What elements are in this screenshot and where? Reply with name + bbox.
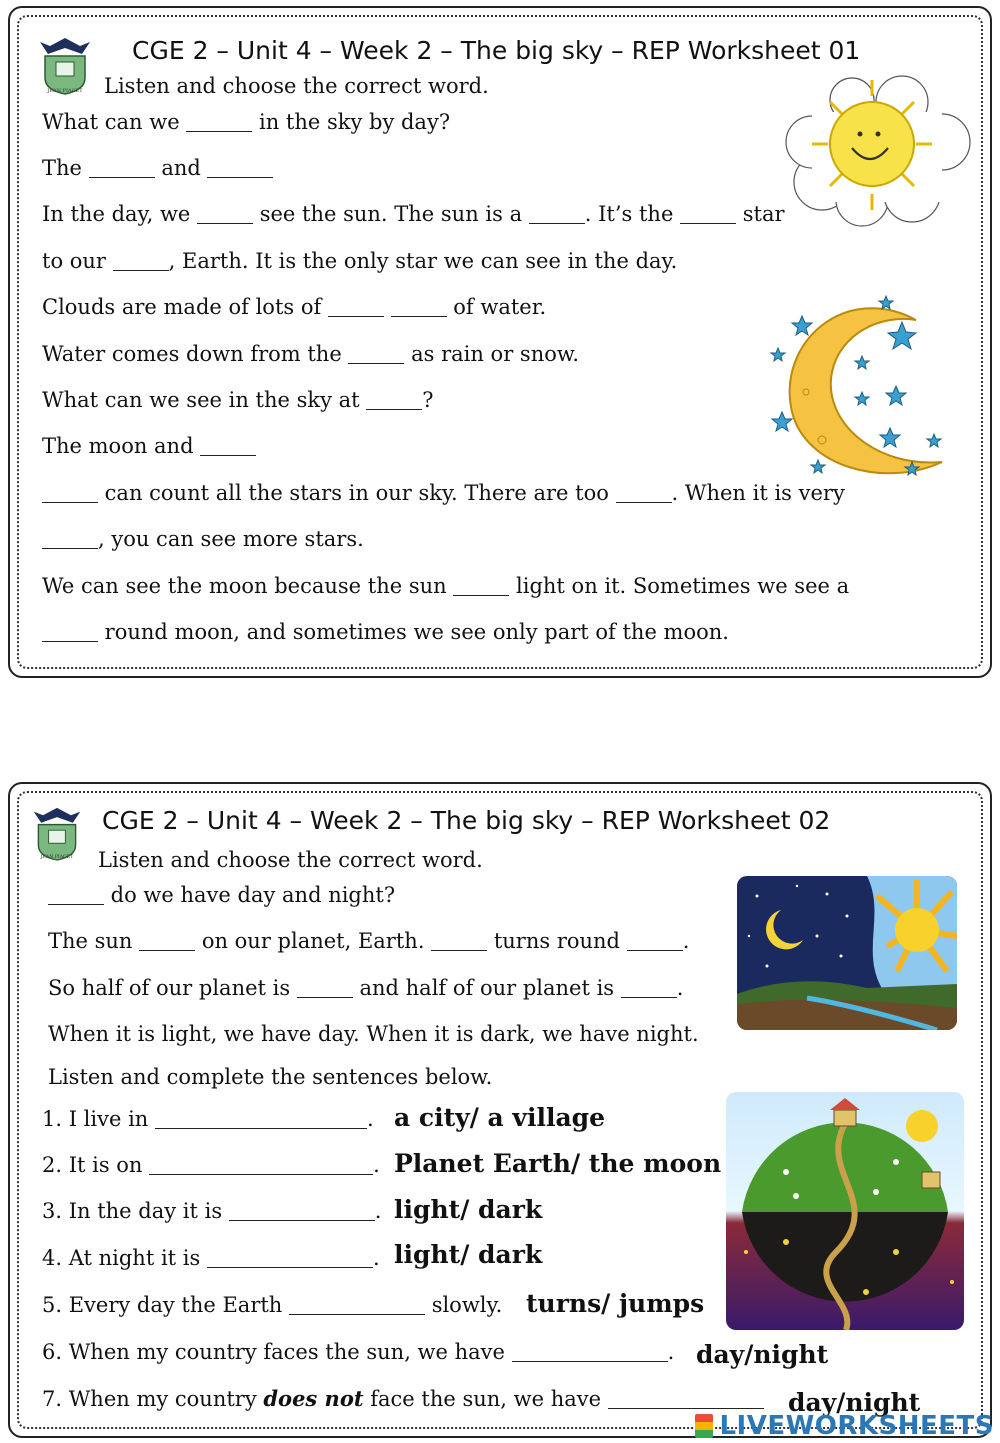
answer-options: light/ dark <box>394 1240 543 1269</box>
logo-text: JEAN PIAGET <box>40 855 74 861</box>
answer-blank[interactable] <box>366 388 422 410</box>
question-line: , you can see more stars. <box>42 527 364 551</box>
answer-blank[interactable] <box>186 110 252 132</box>
question-line: We can see the moon because the sun light on it. Sometimes we see a <box>42 574 850 598</box>
question-line: So half of our planet is and half of our planet is . <box>48 976 684 1000</box>
answer-blank[interactable] <box>139 929 195 951</box>
answer-options: day/night <box>788 1388 921 1417</box>
answer-blank[interactable] <box>113 249 169 271</box>
instruction: Listen and choose the correct word. <box>104 74 489 98</box>
answer-blank[interactable] <box>48 883 104 905</box>
answer-blank[interactable] <box>149 1153 373 1175</box>
day-night-picture <box>737 876 957 1030</box>
page-title: CGE 2 – Unit 4 – Week 2 – The big sky – REP Worksheet 02 <box>102 806 831 835</box>
answer-blank[interactable] <box>200 434 256 456</box>
answer-blank[interactable] <box>42 481 98 503</box>
answer-blank[interactable] <box>207 1246 373 1268</box>
planet-earth-picture <box>726 1092 964 1330</box>
sentence-3: 3. In the day it is . <box>42 1199 382 1223</box>
answer-blank[interactable] <box>197 202 253 224</box>
info-line: When it is light, we have day. When it is dark, we have night. <box>48 1022 699 1046</box>
sentence-5: 5. Every day the Earth slowly. <box>42 1293 503 1317</box>
question-line: The moon and <box>42 434 256 458</box>
answer-blank[interactable] <box>680 202 736 224</box>
moon-stars-illustration <box>766 292 946 480</box>
instruction: Listen and choose the correct word. <box>98 848 483 872</box>
sentence-1: 1. I live in . <box>42 1107 374 1131</box>
question-line: What can we in the sky by day? <box>42 110 451 134</box>
school-logo <box>36 34 94 96</box>
school-logo <box>30 804 84 862</box>
question-line: Clouds are made of lots of of water. <box>42 295 547 319</box>
answer-blank[interactable] <box>529 202 585 224</box>
answer-blank[interactable] <box>297 976 353 998</box>
liveworksheets-watermark[interactable]: LIVEWORKSHEETS <box>695 1411 994 1441</box>
answer-options: day/night <box>696 1340 829 1369</box>
sentence-2: 2. It is on . <box>42 1153 380 1177</box>
question-line: The and <box>42 156 273 180</box>
answer-blank[interactable] <box>155 1107 367 1129</box>
answer-options: Planet Earth/ the moon <box>394 1149 722 1178</box>
answer-blank[interactable] <box>289 1293 425 1315</box>
page-title: CGE 2 – Unit 4 – Week 2 – The big sky – REP Worksheet 01 <box>132 36 861 65</box>
question-line: to our , Earth. It is the only star we can see in the day. <box>42 249 678 273</box>
answer-blank[interactable] <box>89 156 155 178</box>
sentence-4: 4. At night it is . <box>42 1246 380 1270</box>
instruction: Listen and complete the sentences below. <box>48 1065 493 1089</box>
answer-blank[interactable] <box>627 929 683 951</box>
answer-blank[interactable] <box>608 1387 764 1409</box>
answer-options: turns/ jumps <box>526 1289 705 1318</box>
sun-cloud-illustration <box>782 72 974 230</box>
sentence-6: 6. When my country faces the sun, we have . <box>42 1340 675 1364</box>
answer-blank[interactable] <box>431 929 487 951</box>
question-line: round moon, and sometimes we see only part of the moon. <box>42 620 729 644</box>
answer-blank[interactable] <box>229 1199 375 1221</box>
answer-blank[interactable] <box>348 342 404 364</box>
answer-blank[interactable] <box>391 295 447 317</box>
answer-blank[interactable] <box>616 481 672 503</box>
answer-blank[interactable] <box>42 527 98 549</box>
liveworksheets-logo-icon <box>695 1414 713 1438</box>
answer-blank[interactable] <box>621 976 677 998</box>
sentence-7: 7. When my country does not face the sun, we have <box>42 1386 782 1411</box>
logo-text: JEAN PIAGET <box>47 88 83 94</box>
question-line: What can we see in the sky at ? <box>42 388 434 412</box>
question-line: do we have day and night? <box>48 883 395 907</box>
answer-options: light/ dark <box>394 1195 543 1224</box>
answer-blank[interactable] <box>42 620 98 642</box>
answer-blank[interactable] <box>512 1340 668 1362</box>
question-line: The sun on our planet, Earth. turns round . <box>48 929 690 953</box>
question-line: Water comes down from the as rain or snow. <box>42 342 580 366</box>
answer-blank[interactable] <box>328 295 384 317</box>
question-line: In the day, we see the sun. The sun is a . It’s the star <box>42 202 785 226</box>
answer-options: a city/ a village <box>394 1103 606 1132</box>
answer-blank[interactable] <box>453 574 509 596</box>
question-line: can count all the stars in our sky. There are too . When it is very <box>42 481 845 505</box>
answer-blank[interactable] <box>207 156 273 178</box>
